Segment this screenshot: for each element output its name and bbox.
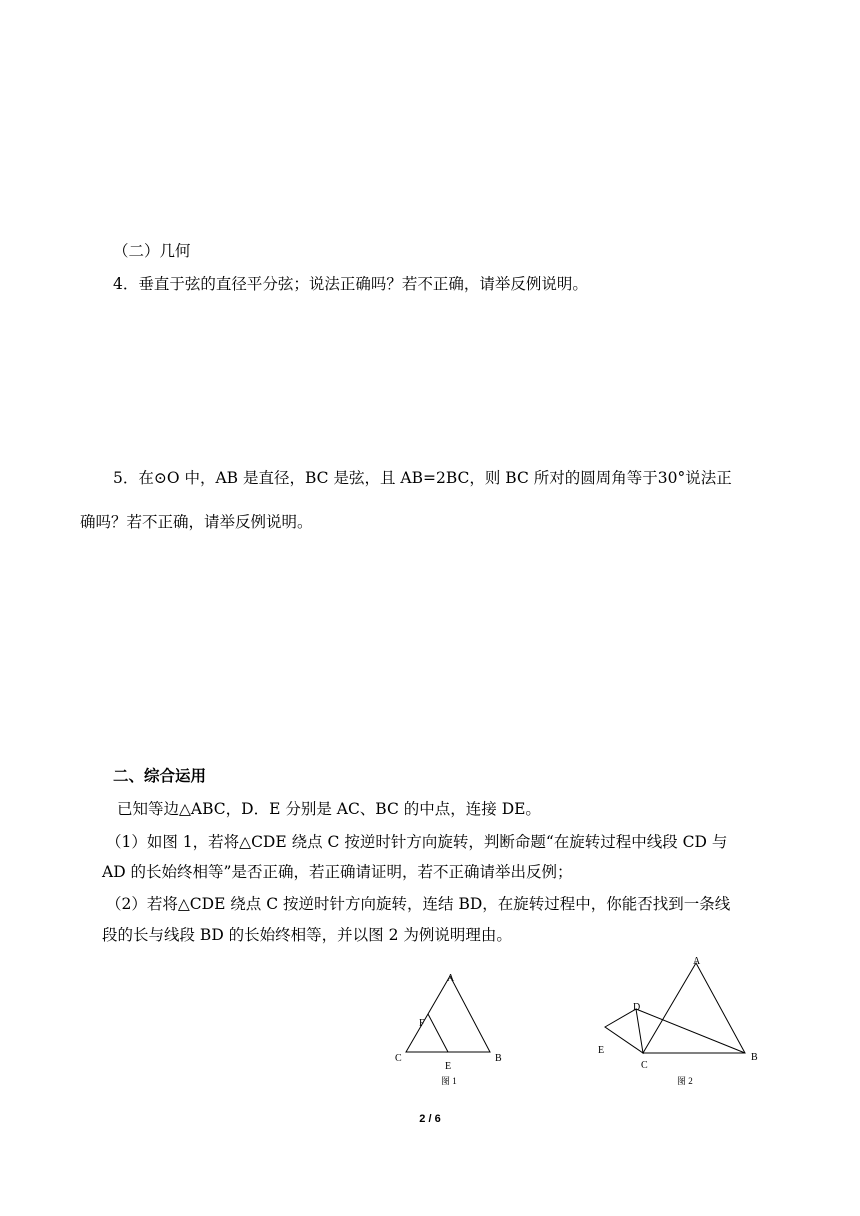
figure-2-label-d: D [633, 1002, 641, 1013]
part-2-line-1: （2）若将△CDE 绕点 C 按逆时针方向旋转，连结 BD，在旋转过程中，你能否找到一条线 [106, 895, 731, 913]
figure-2 [593, 953, 773, 1093]
page-number: 2 / 6 [419, 1113, 441, 1125]
part-1-line-1: （1）如图 1，若将△CDE 绕点 C 按逆时针方向旋转，判断命题“在旋转过程中线段 CD 与 [106, 833, 728, 851]
figure-1 [385, 966, 515, 1091]
figure-2-label-c: C [641, 1060, 648, 1071]
figure-1-label-c: C [395, 1053, 402, 1064]
part-1-line-2: AD 的长始终相等”是否正确，若正确请证明，若不正确请举出反例； [102, 863, 573, 881]
figure-1-label-b: B [495, 1053, 502, 1064]
figure-1-label-a: A [447, 973, 455, 984]
figure-1-caption: 图 1 [441, 1076, 457, 1086]
section-geometry-heading: （二）几何 [113, 242, 191, 260]
problem-intro: 已知等边△ABC，D．E 分别是 AC、BC 的中点，连接 DE。 [117, 800, 541, 818]
question-4: 4．垂直于弦的直径平分弦；说法正确吗？若不正确，请举反例说明。 [113, 275, 588, 293]
figure-1-diagram [385, 966, 515, 1091]
figure-2-label-e: E [598, 1045, 605, 1056]
figure-1-label-e: E [445, 1061, 452, 1072]
figure-2-label-b: B [751, 1052, 758, 1063]
question-5-line-1: 5．在⊙O 中，AB 是直径，BC 是弦，且 AB=2BC，则 BC 所对的圆周角等于30°说法正 [113, 469, 732, 487]
figure-2-diagram [593, 953, 773, 1093]
figure-2-label-a: A [693, 956, 701, 967]
figure-1-label-d: F [419, 1018, 425, 1029]
section-comprehensive-heading: 二、综合运用 [113, 767, 207, 785]
figure-2-caption: 图 2 [677, 1076, 693, 1086]
question-5-line-2: 确吗？若不正确，请举反例说明。 [80, 513, 313, 531]
part-2-line-2: 段的长与线段 BD 的长始终相等，并以图 2 为例说明理由。 [102, 926, 512, 944]
